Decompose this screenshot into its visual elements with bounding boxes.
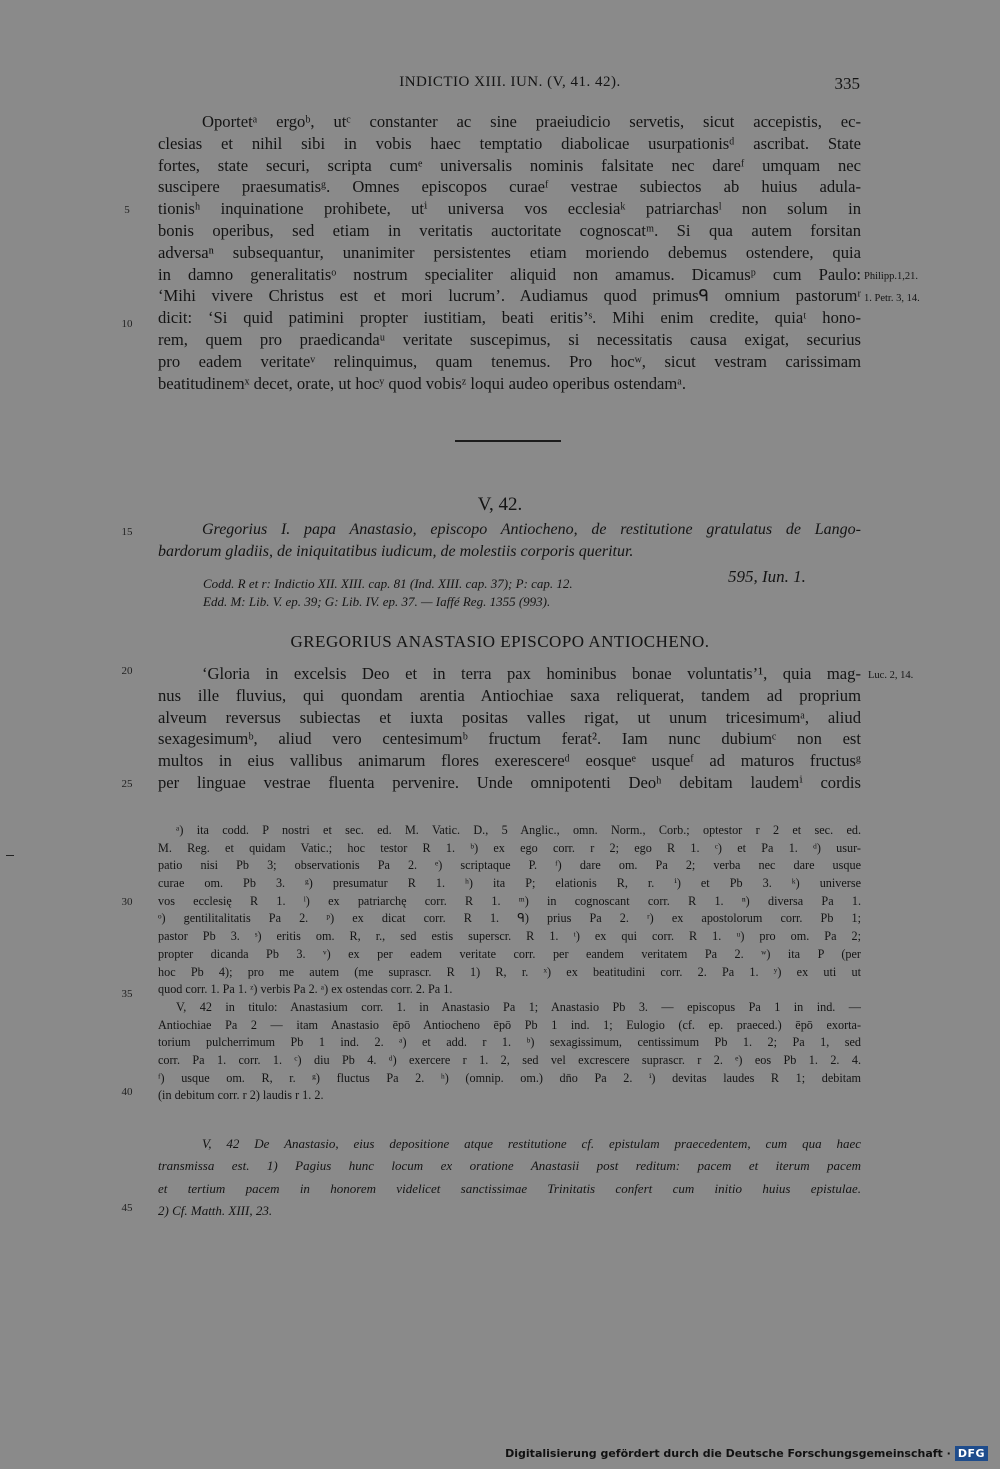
text-line: in damno generalitatisᵒ nostrum specialiter aliquid non amamus. Dicamusᵖ cum Paulo: xyxy=(158,264,861,284)
text-line: per linguae vestrae fluenta pervenire. Unde omnipotenti Deoʰ debitam laudemⁱ cordis xyxy=(158,772,861,792)
note-line: ᵒ) gentilitalitatis Pa 2. ᵖ) ex dicat corr. R 1. ᑫ) prius Pa 2. ʳ) ex apostolorum corr. Pb 1; xyxy=(158,911,861,926)
commentary-line: transmissa est. 1) Pagius hunc locum ex oratione Anastasii post reditum: pacem et iterum pacem xyxy=(158,1158,861,1174)
text-line: ‘Gloria in excelsis Deo et in terra pax hominibus bonae voluntatis’¹, quia mag- xyxy=(202,664,861,683)
margin-reference: Luc. 2, 14. xyxy=(868,670,914,681)
text-line: beatitudinemˣ decet, orate, ut hocʸ quod vobisᶻ loqui audeo operibus ostendamᵃ. xyxy=(158,373,687,393)
line-number: 40 xyxy=(121,1086,133,1098)
text-line: pro eadem veritateᵛ relinquimus, quam tenemus. Pro hocʷ, sicut vestram carissimam xyxy=(158,351,861,371)
text-line: dicit: ‘Si quid patimini propter iustitiam, beati eritis’ˢ. Mihi enim credite, quiaᵗ hono- xyxy=(158,308,861,328)
summary-line: Gregorius I. papa Anastasio, episcopo Antiocheno, de restitutione gratulatus de Lango- xyxy=(202,521,861,538)
footer-text: Digitalisierung gefördert durch die Deutsche Forschungsgemeinschaft · xyxy=(505,1446,951,1460)
funding-footer xyxy=(505,1443,988,1463)
dfg-logo: DFG xyxy=(955,1446,988,1461)
note-line: pastor Pb 3. ˢ) eritis om. R, r., sed estis superscr. R 1. ᵗ) ex qui corr. R 1. ᵘ) pro om. Pa 2; xyxy=(158,929,861,944)
running-title: INDICTIO XIII. IUN. (V, 41. 42). xyxy=(399,74,621,90)
page-number: 335 xyxy=(834,74,860,93)
line-number: 25 xyxy=(121,778,133,790)
document-number: V, 42. xyxy=(477,494,523,515)
line-number: 5 xyxy=(124,204,130,216)
commentary-line: et tertium pacem in honorem videlicet sanctissimae Trinitatis confert cum initio huius epistulae. xyxy=(158,1180,861,1196)
note-line: curae om. Pb 3. ᵍ) presumatur R 1. ʰ) ita P; elationis R, r. ⁱ) et Pb 3. ᵏ) universe xyxy=(158,876,861,891)
section-divider xyxy=(455,440,561,442)
text-line: ‘Mihi vivere Christus est et mori lucrum’. Audiamus quod primusᑫ omnium pastorumʳ xyxy=(158,286,861,306)
codices-line: Edd. M: Lib. V. ep. 39; G: Lib. IV. ep. 37. — Iaffé Reg. 1355 (993). xyxy=(203,594,551,609)
line-number: 15 xyxy=(121,526,133,538)
critical-apparatus xyxy=(158,822,861,1105)
note-line: ᶠ) usque om. R, r. ᵍ) fluctus Pa 2. ʰ) (omnip. om.) dn̄o Pa 2. ⁱ) devitas laudes R 1; debitam xyxy=(158,1070,861,1085)
letter-summary xyxy=(158,519,861,563)
margin-reference: 1. Petr. 3, 14. xyxy=(864,293,920,304)
running-header xyxy=(160,74,860,98)
note-line: Antiochiae Pa 2 — itam Anastasio ēpō Antiocheno ēpō Pb 1 ind. 1; Eulogio (cf. ep. praeced.) ēpō exorta- xyxy=(158,1017,861,1032)
letter-address: GREGORIUS ANASTASIO EPISCOPO ANTIOCHENO. xyxy=(290,632,710,651)
line-number: 35 xyxy=(121,988,133,1000)
text-line: Oportetᵃ ergoᵇ, utᶜ constanter ac sine praeiudicio servetis, sicut accepistis, ec- xyxy=(202,112,861,131)
letter-41-text xyxy=(158,111,861,394)
scan-mark xyxy=(6,855,14,856)
text-line: alveum reversus subiectas et iuxta positas valles rigat, ut unum tricesimumᵃ, aliud xyxy=(158,707,861,727)
text-line: multos in eius vallibus animarum flores exerescereᵈ eosqueᵉ usqueᶠ ad maturos fructusᵍ xyxy=(158,751,861,771)
text-line: sexagesimumᵇ, aliud vero centesimumᵇ fructum ferat². Iam nunc dubiumᶜ non est xyxy=(158,729,861,749)
commentary-line: V, 42 De Anastasio, eius depositione atque restitutione cf. epistulam praecedentem, cum qua haec xyxy=(202,1136,861,1151)
text-line: suscipere praesumatisᵍ. Omnes episcopos curaeᶠ vestrae subiectos ab huius adula- xyxy=(158,177,861,197)
note-line: patio nisi Pb 3; observationis Pa 2. ᵉ) scriptaque P. ᶠ) dare om. Pa 2; verba nec dare usque xyxy=(158,858,861,873)
text-line: adversaⁿ subsequantur, unanimiter persistentes etiam moriendo debemus ostendere, quia xyxy=(158,242,861,262)
line-number: 45 xyxy=(121,1202,133,1214)
text-line: nus ille fluvius, qui quondam arentia Antiochiae saxa reliquerat, tandem ad proprium xyxy=(158,685,861,705)
note-line: M. Reg. et quidam Vatic.; hoc testor R 1. ᵇ) ex ego corr. r 2; ego R 1. ᶜ) et Pa 1. ᵈ) usur- xyxy=(158,840,861,855)
summary-line: bardorum gladiis, de iniquitatibus iudicum, de molestiis corporis queritur. xyxy=(158,543,634,560)
text-line: fortes, state securi, scripta cumᵉ universalis nominis falsitate nec dareᶠ umquam nec xyxy=(158,155,861,175)
line-number: 30 xyxy=(121,896,133,908)
note-line: V, 42 in titulo: Anastasium corr. 1. in Anastasio Pa 1; Anastasio Pb 3. — episcopus Pa 1 in ind. — xyxy=(176,999,861,1014)
note-line: vos ecclesię R 1. ˡ) ex patriarchę corr. R 1. ᵐ) in cognoscant corr. R 1. ⁿ) diversa Pa 1. xyxy=(158,893,861,908)
letter-date: 595, Iun. 1. xyxy=(728,567,806,586)
line-number: 10 xyxy=(121,318,133,330)
text-line: clesias et nihil sibi in vobis haec temptatio diabolicae usurpationisᵈ ascribat. State xyxy=(158,133,861,153)
note-line: corr. Pa 1. corr. 1. ᶜ) diu Pb 4. ᵈ) exercere r 1. 2, sed vel excrescere suprascr. r 2. ᵉ) eos Pb 1. 2. 4. xyxy=(158,1052,861,1067)
note-line: torium pulcherrimum Pb 1 ind. 2. ᵃ) et add. r 1. ᵇ) sexagissimum, centissimum Pb 1. 2; Pa 1, sed xyxy=(158,1035,861,1050)
note-line: hoc Pb 4); pro me autem (me suprascr. R 1) R, r. ˣ) ex beatitudini corr. 2. Pa 1. ʸ) ex uti ut xyxy=(158,964,861,979)
note-line: quod corr. 1. Pa 1. ᶻ) verbis Pa 2. ᵃ) ex ostendas corr. 2. Pa 1. xyxy=(158,982,453,997)
text-line: bonis operibus, sed etiam in veritatis auctoritate cognoscatᵐ. Si qua autem forsitan xyxy=(158,220,861,240)
text-line: rem, quem pro praedicandaᵘ veritate suscepimus, si necessitatis causa exigat, securius xyxy=(158,329,861,349)
historical-commentary xyxy=(158,1133,861,1222)
note-line: ᵃ) ita codd. P nostri et sec. ed. M. Vatic. D., 5 Anglic., omn. Norm., Corb.; optestor r 2 et sec. ed. xyxy=(176,823,861,837)
letter-42-text xyxy=(158,663,861,794)
text-line: tionisʰ inquinatione prohibete, utⁱ universa vos ecclesiaᵏ patriarchasˡ non solum in xyxy=(158,199,861,219)
margin-reference: Philipp.1,21. xyxy=(864,271,918,282)
codices-info xyxy=(203,575,573,611)
commentary-line: 2) Cf. Matth. XIII, 23. xyxy=(158,1202,273,1218)
line-number: 20 xyxy=(121,665,133,677)
note-line: propter dicanda Pb 3. ᵛ) ex per eadem veritate corr. per eandem veritatem Pa 2. ʷ) ita P (per xyxy=(158,946,861,961)
note-line: (in debitum corr. r 2) laudis r 1. 2. xyxy=(158,1088,324,1103)
codices-line: Codd. R et r: Indictio XII. XIII. cap. 81 (Ind. XIII. cap. 37); P: cap. 12. xyxy=(203,576,573,591)
